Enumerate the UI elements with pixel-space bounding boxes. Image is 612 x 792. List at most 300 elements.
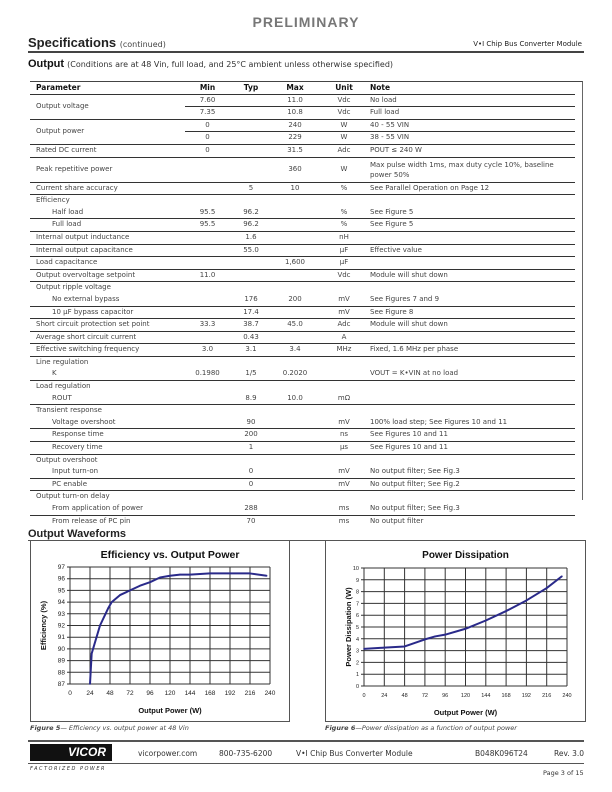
x-tick-label: 96 xyxy=(146,690,154,697)
max-cell xyxy=(272,466,318,478)
note-cell xyxy=(370,257,575,270)
max-cell xyxy=(272,405,318,417)
typ-cell: 55.0 xyxy=(230,244,272,257)
max-cell xyxy=(272,306,318,319)
note-cell xyxy=(370,231,575,244)
efficiency-chart-box xyxy=(30,540,290,722)
data-point xyxy=(546,587,548,589)
preliminary-heading: PRELIMINARY xyxy=(252,14,360,30)
parameter-cell: Output power xyxy=(30,119,185,144)
note-cell: See Figure 8 xyxy=(370,306,575,319)
typ-cell xyxy=(230,144,272,157)
note-cell: 38 - 55 VIN xyxy=(370,132,575,145)
typ-cell xyxy=(230,257,272,270)
max-cell xyxy=(272,478,318,491)
unit-cell: mV xyxy=(318,306,370,319)
parameter-cell: Short circuit protection set point xyxy=(30,319,185,332)
power-dissipation-chart xyxy=(326,541,585,721)
x-tick-label: 24 xyxy=(86,690,94,697)
table-row xyxy=(30,515,575,527)
note-cell xyxy=(370,282,575,294)
parameter-cell: Transient response xyxy=(36,406,102,415)
unit-cell: mV xyxy=(318,478,370,491)
table-row xyxy=(30,94,575,107)
figure-6-caption xyxy=(325,724,517,732)
parameter-cell: Output overshoot xyxy=(36,455,98,464)
table-row xyxy=(30,269,575,282)
min-cell xyxy=(185,306,230,319)
parameter-cell: Half load xyxy=(30,207,185,219)
max-cell: 10 xyxy=(272,182,318,195)
typ-cell: 96.2 xyxy=(230,207,272,219)
y-tick-label: 90 xyxy=(57,645,65,653)
parameter-cell: Load capacitance xyxy=(30,257,185,270)
page-number: Page 3 of 15 xyxy=(543,769,584,777)
table-row xyxy=(30,368,575,380)
x-tick-label: 216 xyxy=(244,690,256,697)
data-point xyxy=(434,636,436,638)
typ-cell: 38.7 xyxy=(230,319,272,332)
x-axis-label: Output Power (W) xyxy=(433,708,498,717)
table-row xyxy=(30,157,575,182)
logo-text: VICOR xyxy=(67,745,106,759)
parameter-cell: Internal output inductance xyxy=(30,231,185,244)
column-header: Note xyxy=(370,82,575,94)
table-row xyxy=(30,356,575,368)
y-tick-label: 0 xyxy=(355,684,359,690)
figure-5-caption xyxy=(30,724,189,732)
y-tick-label: 3 xyxy=(355,648,359,655)
section-title: Specifications xyxy=(28,35,117,50)
x-tick-label: 72 xyxy=(126,690,134,697)
data-point xyxy=(89,683,91,685)
min-cell xyxy=(185,182,230,195)
note-cell xyxy=(370,454,575,466)
max-cell: 0.2020 xyxy=(272,368,318,380)
table-row xyxy=(30,417,575,429)
y-tick-label: 9 xyxy=(355,577,359,584)
figure-5-text: — Efficiency vs. output power at 48 Vin xyxy=(60,724,189,732)
max-cell xyxy=(272,429,318,442)
table-row xyxy=(30,195,575,207)
unit-cell: ms xyxy=(338,516,350,525)
note-cell: See Figures 7 and 9 xyxy=(370,294,575,306)
note-cell: Max pulse width 1ms, max duty cycle 10%, baseline power 50% xyxy=(370,157,575,182)
typ-cell xyxy=(230,195,272,207)
note-cell xyxy=(370,405,575,417)
unit-cell xyxy=(318,381,370,393)
table-row xyxy=(30,429,575,442)
min-cell xyxy=(185,454,230,466)
parameter-cell: Current share accuracy xyxy=(30,182,185,195)
parameter-cell: From application of power xyxy=(30,503,185,515)
data-point xyxy=(465,628,467,630)
y-tick-label: 94 xyxy=(57,599,65,607)
max-cell xyxy=(272,417,318,429)
footer-phone: 800-735-6200 xyxy=(219,749,273,758)
data-point xyxy=(561,575,563,577)
y-tick-label: 89 xyxy=(57,657,65,665)
x-tick-label: 0 xyxy=(362,693,366,699)
parameter-cell: Load regulation xyxy=(36,382,91,391)
y-tick-label: 93 xyxy=(57,610,65,618)
note-cell: VOUT = K•VIN at no load xyxy=(370,368,575,380)
note-cell xyxy=(370,393,575,405)
min-cell xyxy=(185,491,230,503)
max-cell xyxy=(272,207,318,219)
chart-title: Power Dissipation xyxy=(422,550,509,561)
x-tick-label: 144 xyxy=(184,690,196,697)
min-cell xyxy=(185,157,230,182)
x-tick-label: 48 xyxy=(106,690,114,697)
typ-cell xyxy=(230,107,272,120)
logo-tagline: FACTORIZED POWER xyxy=(30,766,106,772)
unit-cell: % xyxy=(318,219,370,232)
x-tick-label: 168 xyxy=(501,693,511,699)
x-tick-label: 168 xyxy=(204,690,216,697)
unit-cell: Adc xyxy=(318,319,370,332)
typ-cell: 17.4 xyxy=(230,306,272,319)
unit-cell: µF xyxy=(318,244,370,257)
footer-divider-bottom xyxy=(28,763,584,764)
chart-title: Efficiency vs. Output Power xyxy=(100,549,240,561)
typ-cell xyxy=(230,356,272,368)
max-cell: 1,600 xyxy=(272,257,318,270)
parameter-cell: K xyxy=(30,368,185,380)
max-cell: 45.0 xyxy=(272,319,318,332)
typ-cell xyxy=(230,282,272,294)
unit-cell: W xyxy=(318,119,370,132)
min-cell: 3.0 xyxy=(185,344,230,357)
min-cell xyxy=(185,331,230,344)
unit-cell: ns xyxy=(318,429,370,442)
data-point xyxy=(526,600,528,602)
parameter-cell: Average short circuit current xyxy=(30,331,185,344)
x-tick-label: 72 xyxy=(421,693,428,699)
min-cell xyxy=(185,503,230,515)
note-cell: 100% load step; See Figures 10 and 11 xyxy=(370,417,575,429)
data-point xyxy=(99,625,101,627)
unit-cell: nH xyxy=(318,231,370,244)
min-cell xyxy=(185,257,230,270)
table-row xyxy=(30,331,575,344)
parameter-cell: Efficiency xyxy=(36,196,70,205)
max-cell xyxy=(272,442,318,455)
column-header: Typ xyxy=(230,82,272,94)
data-point xyxy=(91,653,93,655)
typ-cell xyxy=(230,491,272,503)
output-title: Output xyxy=(28,58,65,70)
note-cell: POUT ≤ 240 W xyxy=(370,144,575,157)
min-cell xyxy=(185,466,230,478)
note-cell: See Parallel Operation on Page 12 xyxy=(370,182,575,195)
column-header: Max xyxy=(272,82,318,94)
unit-cell: mV xyxy=(318,466,370,478)
note-cell xyxy=(370,331,575,344)
note-cell: Full load xyxy=(370,107,575,120)
output-conditions: (Conditions are at 48 Vin, full load, and 25°C ambient unless otherwise specified) xyxy=(67,60,394,69)
max-cell: 10.8 xyxy=(272,107,318,120)
table-row xyxy=(30,442,575,455)
parameter-cell: Internal output capacitance xyxy=(30,244,185,257)
data-point xyxy=(149,581,151,583)
max-cell xyxy=(272,491,318,503)
footer-divider xyxy=(28,740,584,742)
table-row xyxy=(30,381,575,393)
y-tick-label: 6 xyxy=(355,613,359,620)
parameter-cell: Input turn-on xyxy=(30,466,185,478)
min-cell: 7.60 xyxy=(185,94,230,107)
unit-cell: W xyxy=(318,132,370,145)
y-tick-label: 4 xyxy=(355,636,359,643)
unit-cell: mV xyxy=(318,417,370,429)
parameter-cell: Peak repetitive power xyxy=(30,157,185,182)
x-tick-label: 216 xyxy=(542,693,552,699)
footer-part-number: B048K096T24 xyxy=(475,749,528,758)
table-row xyxy=(30,182,575,195)
parameter-cell: PC enable xyxy=(30,478,185,491)
max-cell xyxy=(272,231,318,244)
table-row xyxy=(30,244,575,257)
data-point xyxy=(209,573,211,575)
min-cell xyxy=(185,429,230,442)
note-cell xyxy=(370,195,575,207)
vicor-logo xyxy=(30,744,112,761)
typ-cell: 288 xyxy=(230,503,272,515)
min-cell xyxy=(185,294,230,306)
max-cell: 200 xyxy=(272,294,318,306)
unit-cell: Adc xyxy=(318,144,370,157)
y-tick-label: 87 xyxy=(57,681,65,688)
unit-cell: ms xyxy=(318,503,370,515)
parameter-cell: From release of PC pin xyxy=(52,516,131,525)
max-cell: 10.0 xyxy=(272,393,318,405)
min-cell: 7.35 xyxy=(185,107,230,120)
typ-cell: 0 xyxy=(230,466,272,478)
max-cell: 31.5 xyxy=(272,144,318,157)
min-cell xyxy=(185,393,230,405)
note-cell: See Figure 5 xyxy=(370,207,575,219)
note-cell: No output filter xyxy=(370,516,424,525)
max-cell xyxy=(272,269,318,282)
footer-revision: Rev. 3.0 xyxy=(554,749,585,758)
min-cell xyxy=(185,478,230,491)
power-dissipation-chart-box xyxy=(325,540,586,722)
data-point xyxy=(169,575,171,577)
typ-cell: 70 xyxy=(246,516,256,525)
column-header: Unit xyxy=(318,82,370,94)
max-cell xyxy=(272,331,318,344)
parameter-cell: Effective switching frequency xyxy=(30,344,185,357)
table-row xyxy=(30,491,575,503)
unit-cell xyxy=(318,282,370,294)
data-point xyxy=(266,575,268,577)
table-row xyxy=(30,454,575,466)
table-row xyxy=(30,144,575,157)
parameter-cell: Line regulation xyxy=(36,357,89,366)
x-tick-label: 24 xyxy=(381,693,388,699)
max-cell xyxy=(272,195,318,207)
table-row xyxy=(30,231,575,244)
max-cell xyxy=(272,515,318,527)
y-axis-label: Power Dissipation (W) xyxy=(344,587,353,667)
table-row xyxy=(30,219,575,232)
unit-cell: W xyxy=(318,157,370,182)
y-axis-label: Efficiency (%) xyxy=(39,600,48,651)
waveforms-title-text: Output Waveforms xyxy=(28,528,126,540)
note-cell: No output filter; See Fig.3 xyxy=(370,466,575,478)
column-header: Parameter xyxy=(30,82,185,94)
y-tick-label: 91 xyxy=(57,634,65,642)
typ-cell xyxy=(230,157,272,182)
unit-cell: mV xyxy=(318,294,370,306)
max-cell xyxy=(272,219,318,232)
typ-cell: 0 xyxy=(230,478,272,491)
data-point xyxy=(384,647,386,649)
x-tick-label: 192 xyxy=(224,690,236,697)
note-cell: 40 - 55 VIN xyxy=(370,119,575,132)
parameter-cell: Output turn-on delay xyxy=(36,492,110,501)
min-cell xyxy=(185,417,230,429)
series-line xyxy=(364,576,562,649)
unit-cell xyxy=(318,405,370,417)
min-cell xyxy=(185,282,230,294)
note-cell: No output filter; See Fig.3 xyxy=(370,503,575,515)
max-cell xyxy=(272,381,318,393)
table-row xyxy=(30,405,575,417)
table-row xyxy=(30,478,575,491)
max-cell xyxy=(272,356,318,368)
max-cell: 229 xyxy=(272,132,318,145)
data-point xyxy=(424,639,426,641)
typ-cell: 1 xyxy=(230,442,272,455)
typ-cell xyxy=(230,119,272,132)
min-cell: 0 xyxy=(185,132,230,145)
data-point xyxy=(249,573,251,575)
y-tick-label: 8 xyxy=(355,589,359,596)
efficiency-chart xyxy=(31,541,289,721)
unit-cell xyxy=(318,195,370,207)
section-suffix: (continued) xyxy=(119,40,166,49)
max-cell: 240 xyxy=(272,119,318,132)
data-point xyxy=(108,607,110,609)
unit-cell: Vdc xyxy=(318,94,370,107)
unit-cell: Vdc xyxy=(318,269,370,282)
max-cell: 360 xyxy=(272,157,318,182)
table-row xyxy=(30,207,575,219)
note-cell xyxy=(370,356,575,368)
typ-cell: 176 xyxy=(230,294,272,306)
table-row xyxy=(30,344,575,357)
parameter-cell: Voltage overshoot xyxy=(30,417,185,429)
parameter-cell: Response time xyxy=(30,429,185,442)
min-cell: 0 xyxy=(185,119,230,132)
product-name: V•I Chip Bus Converter Module xyxy=(473,40,582,48)
data-point xyxy=(119,594,121,596)
note-cell xyxy=(370,491,575,503)
note-cell: Fixed, 1.6 MHz per phase xyxy=(370,344,575,357)
table-row xyxy=(30,319,575,332)
max-cell xyxy=(272,244,318,257)
y-tick-label: 10 xyxy=(352,566,359,572)
y-tick-label: 95 xyxy=(57,587,65,595)
typ-cell xyxy=(230,132,272,145)
table-row xyxy=(30,393,575,405)
unit-cell: % xyxy=(318,182,370,195)
min-cell: 95.5 xyxy=(185,207,230,219)
data-point xyxy=(111,601,113,603)
note-cell: Effective value xyxy=(370,244,575,257)
table-row xyxy=(30,282,575,294)
x-axis-label: Output Power (W) xyxy=(138,706,202,715)
max-cell: 3.4 xyxy=(272,344,318,357)
figure-6-text: —Power dissipation as a function of output power xyxy=(355,724,517,732)
unit-cell xyxy=(318,491,370,503)
note-cell: See Figures 10 and 11 xyxy=(370,429,575,442)
x-tick-label: 0 xyxy=(68,690,72,697)
max-cell xyxy=(272,454,318,466)
typ-cell xyxy=(230,405,272,417)
min-cell xyxy=(185,515,230,527)
typ-cell: 5 xyxy=(230,182,272,195)
min-cell: 11.0 xyxy=(185,269,230,282)
x-tick-label: 192 xyxy=(521,693,531,699)
data-point xyxy=(189,574,191,576)
parameter-cell: ROUT xyxy=(30,393,185,405)
unit-cell: mΩ xyxy=(318,393,370,405)
y-tick-label: 97 xyxy=(57,564,65,571)
unit-cell: µF xyxy=(318,257,370,270)
table-header-row xyxy=(30,82,575,94)
parameter-cell: Output overvoltage setpoint xyxy=(30,269,185,282)
typ-cell: 200 xyxy=(230,429,272,442)
min-cell xyxy=(185,231,230,244)
y-tick-label: 88 xyxy=(57,669,65,677)
table-row xyxy=(30,294,575,306)
min-cell xyxy=(185,195,230,207)
table-row xyxy=(30,119,575,132)
table-row xyxy=(30,257,575,270)
parameter-cell: Rated DC current xyxy=(30,144,185,157)
max-cell: 11.0 xyxy=(272,94,318,107)
min-cell: 33.3 xyxy=(185,319,230,332)
unit-cell: % xyxy=(318,207,370,219)
table-row xyxy=(30,503,575,515)
min-cell xyxy=(185,405,230,417)
typ-cell xyxy=(230,269,272,282)
unit-cell xyxy=(318,368,370,380)
min-cell: 0.1980 xyxy=(185,368,230,380)
x-tick-label: 120 xyxy=(460,693,471,699)
data-point xyxy=(129,590,131,592)
table-row xyxy=(30,306,575,319)
max-cell xyxy=(272,282,318,294)
note-cell: Module will shut down xyxy=(370,269,575,282)
data-point xyxy=(229,573,231,575)
typ-cell: 1/5 xyxy=(230,368,272,380)
unit-cell xyxy=(318,356,370,368)
specifications-table xyxy=(30,81,583,525)
typ-cell xyxy=(230,381,272,393)
parameter-cell: Output voltage xyxy=(30,94,185,119)
y-tick-label: 5 xyxy=(355,625,359,631)
min-cell xyxy=(185,381,230,393)
x-tick-label: 120 xyxy=(164,690,176,697)
data-point xyxy=(363,648,365,650)
note-cell xyxy=(370,381,575,393)
y-tick-label: 92 xyxy=(57,622,65,630)
footer-website[interactable]: vicorpower.com xyxy=(138,749,198,758)
